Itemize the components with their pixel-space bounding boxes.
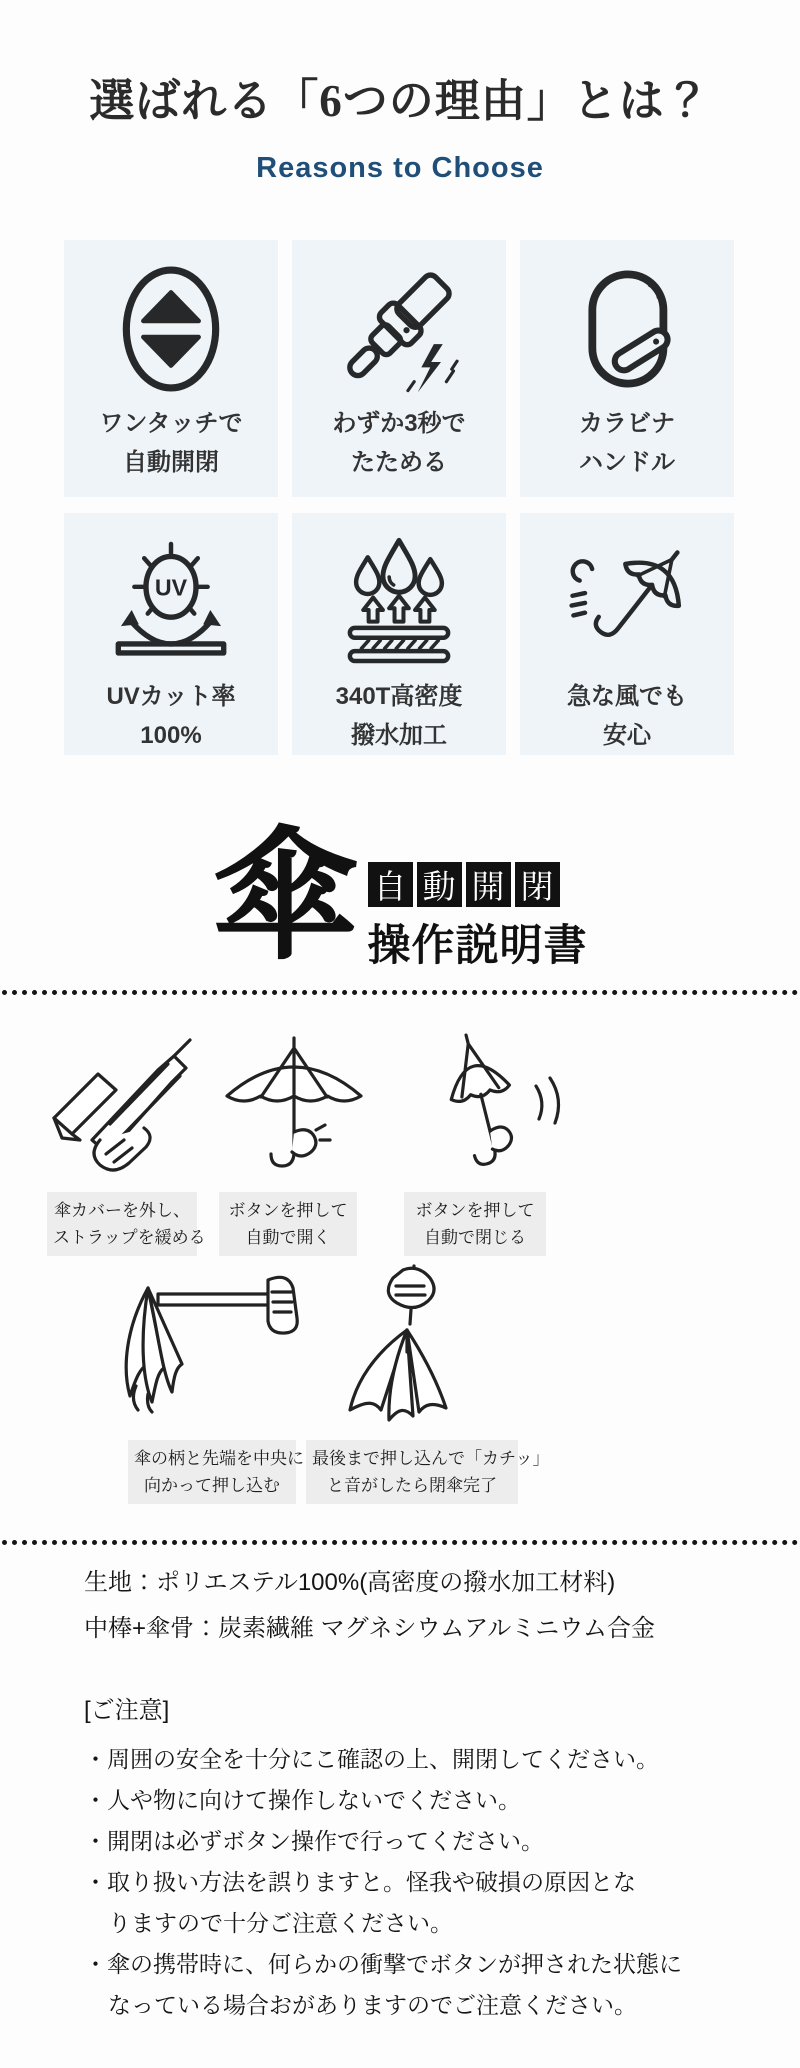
page-subtitle: Reasons to Choose (256, 152, 544, 184)
notice-item-continued: なっている場合おがありますのでご注意ください。 (108, 1992, 637, 2018)
fold-3-seconds-icon (332, 262, 466, 396)
notice-item-continued: りますので十分ご注意ください。 (108, 1910, 453, 1936)
step2-illustration (218, 1034, 370, 1184)
badge-char: 開 (466, 862, 511, 907)
manual-title: 操作説明書 (367, 923, 588, 970)
features-grid (64, 240, 734, 755)
wind-safe-icon (560, 535, 694, 669)
step4-caption: 傘の柄と先端を中央に 向かって押し込む (128, 1440, 296, 1504)
auto-open-close-badge (368, 862, 588, 907)
step3-caption: ボタンを押して 自動で閉じる (404, 1192, 546, 1256)
notice-item: ・開閉は必ずボタン操作で行ってください。 (84, 1828, 544, 1854)
water-repellent-icon (332, 535, 466, 669)
umbrella-kanji: 傘 (212, 818, 358, 978)
svg-text:UV: UV (154, 574, 188, 601)
feature-water-repellent (292, 513, 506, 755)
notice-item: ・人や物に向けて操作しないでください。 (84, 1787, 521, 1813)
badge-char: 自 (368, 862, 413, 907)
feature-uv-cut (64, 513, 278, 755)
feature-auto-open-close (64, 240, 278, 497)
carabiner-handle-icon (575, 262, 679, 396)
step3-illustration (398, 1028, 570, 1184)
feature-carabiner (520, 240, 734, 497)
notice-item: ・周囲の安全を十分にこ確認の上、開閉してください。 (84, 1746, 659, 1772)
material-fabric: 生地：ポリエステル100%(高密度の撥水加工材料) (84, 1569, 616, 1596)
badge-char: 閉 (515, 862, 560, 907)
step5-illustration (314, 1262, 486, 1434)
feature-label: カラビナ ハンドル (579, 410, 675, 476)
material-frame: 中棒+傘骨：炭素繊維 マグネシウムアルミニウム合金 (84, 1615, 656, 1642)
page-title: 選ばれる「6つの理由」とは？ (89, 76, 711, 126)
dotted-divider (2, 990, 798, 995)
feature-label: ワンタッチで 自動開閉 (99, 410, 243, 476)
step4-illustration (96, 1268, 300, 1434)
feature-wind-safe (520, 513, 734, 755)
step1-illustration (38, 1022, 210, 1184)
step5-caption: 最後まで押し込んで「カチッ」 と音がしたら閉傘完了 (306, 1440, 518, 1504)
badge-char: 動 (417, 862, 462, 907)
step2-caption: ボタンを押して 自動で開く (219, 1192, 357, 1256)
notice-item: ・傘の携帯時に、何らかの衝撃でボタンが押された状態に (84, 1951, 682, 1977)
notice-heading: [ご注意] (84, 1697, 170, 1724)
manual-logo (0, 818, 800, 978)
materials-spec (84, 1560, 655, 1652)
uv-cut-icon (104, 535, 238, 669)
notice-section (84, 1696, 682, 2026)
step1-caption: 傘カバーを外し、 ストラップを緩める (47, 1192, 197, 1256)
feature-fold-3-seconds (292, 240, 506, 497)
auto-open-close-icon (115, 262, 227, 396)
feature-label: 急な風でも 安心 (567, 683, 687, 749)
notice-item: ・取り扱い方法を誤りますと。怪我や破損の原因とな (84, 1869, 636, 1895)
feature-label: UVカット率 100% (106, 683, 236, 749)
dotted-divider (2, 1540, 798, 1545)
feature-label: わずか3秒で たためる (332, 410, 466, 476)
feature-label: 340T高密度 撥水加工 (335, 683, 463, 749)
